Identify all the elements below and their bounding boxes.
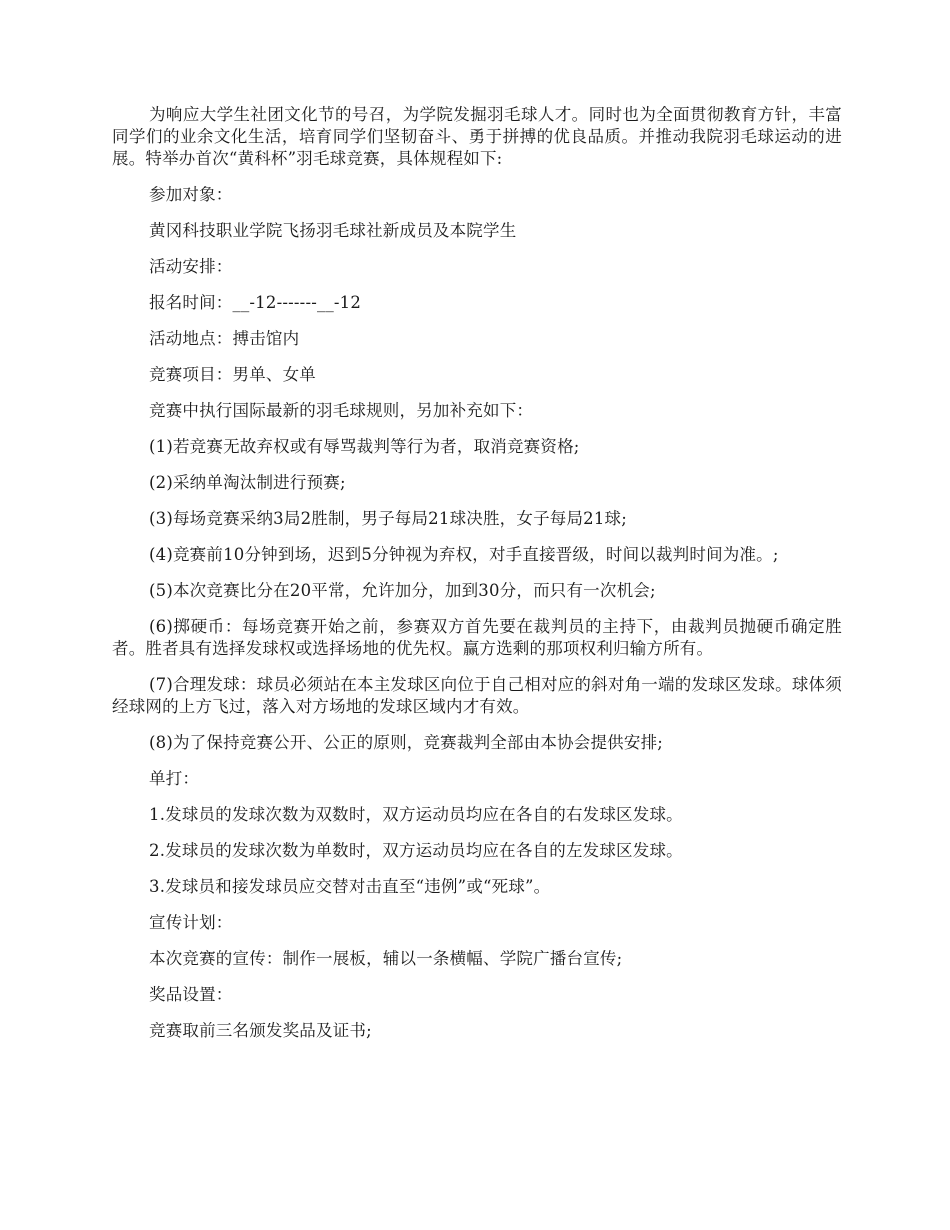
participants-text: 黄冈科技职业学院飞扬羽毛球社新成员及本院学生 bbox=[149, 221, 517, 240]
singles-rule: 3.发球员和接发球员应交替对击直至“违例”或“死球”。 bbox=[149, 877, 551, 896]
rule-item: (2)采纳单淘汰制进行预赛; bbox=[149, 473, 346, 492]
events: 竞赛项目：男单、女单 bbox=[149, 365, 316, 384]
section-heading-singles: 单打： bbox=[149, 769, 200, 788]
section-heading-prizes: 奖品设置： bbox=[149, 985, 233, 1004]
intro-paragraph: 为响应大学生社团文化节的号召，为学院发掘羽毛球人才。同时也为全面贯彻教育方针，丰富同学们的业余文化生活，培育同学们坚韧奋斗、勇于拼搏的优良品质。并推动我院羽毛球运动的进展。特举办首次“黄科杯”羽毛球竞赛，具体规程如下: bbox=[112, 105, 842, 168]
rule-item: (4)竞赛前10分钟到场，迟到5分钟视为弃权，对手直接晋级，时间以裁判时间为准。; bbox=[149, 545, 779, 564]
singles-rule: 2.发球员的发球次数为单数时，双方运动员均应在各自的左发球区发球。 bbox=[149, 841, 683, 860]
publicity-text: 本次竞赛的宣传：制作一展板，辅以一条横幅、学院广播台宣传; bbox=[149, 949, 623, 968]
rule-item: (6)掷硬币：每场竞赛开始之前，参赛双方首先要在裁判员的主持下，由裁判员抛硬币确定胜者。胜者具有选择发球权或选择场地的优先权。赢方选剩的那项权利归输方所有。 bbox=[112, 617, 842, 658]
rule-item: (1)若竞赛无故弃权或有辱骂裁判等行为者，取消竞赛资格; bbox=[149, 437, 580, 456]
rule-item: (5)本次竞赛比分在20平常，允许加分，加到30分，而只有一次机会; bbox=[149, 581, 656, 600]
rule-item: (7)合理发球：球员必须站在本主发球区向位于自己相对应的斜对角一端的发球区发球。球体须经球网的上方飞过，落入对方场地的发球区域内才有效。 bbox=[112, 675, 842, 716]
section-heading-schedule: 活动安排： bbox=[149, 257, 233, 276]
section-heading-publicity: 宣传计划： bbox=[149, 913, 233, 932]
prizes-text: 竞赛取前三名颁发奖品及证书; bbox=[149, 1021, 372, 1040]
rule-item: (3)每场竞赛采纳3局2胜制，男子每局21球决胜，女子每局21球; bbox=[149, 509, 628, 528]
registration-time: 报名时间：__-12-------__-12 bbox=[149, 293, 362, 312]
document-body bbox=[112, 104, 842, 1056]
section-heading-participants: 参加对象： bbox=[149, 185, 233, 204]
venue: 活动地点：搏击馆内 bbox=[149, 329, 300, 348]
singles-rule: 1.发球员的发球次数为双数时，双方运动员均应在各自的右发球区发球。 bbox=[149, 805, 683, 824]
rules-intro: 竞赛中执行国际最新的羽毛球规则，另加补充如下： bbox=[149, 401, 534, 420]
rule-item: (8)为了保持竞赛公开、公正的原则，竞赛裁判全部由本协会提供安排; bbox=[149, 733, 664, 752]
